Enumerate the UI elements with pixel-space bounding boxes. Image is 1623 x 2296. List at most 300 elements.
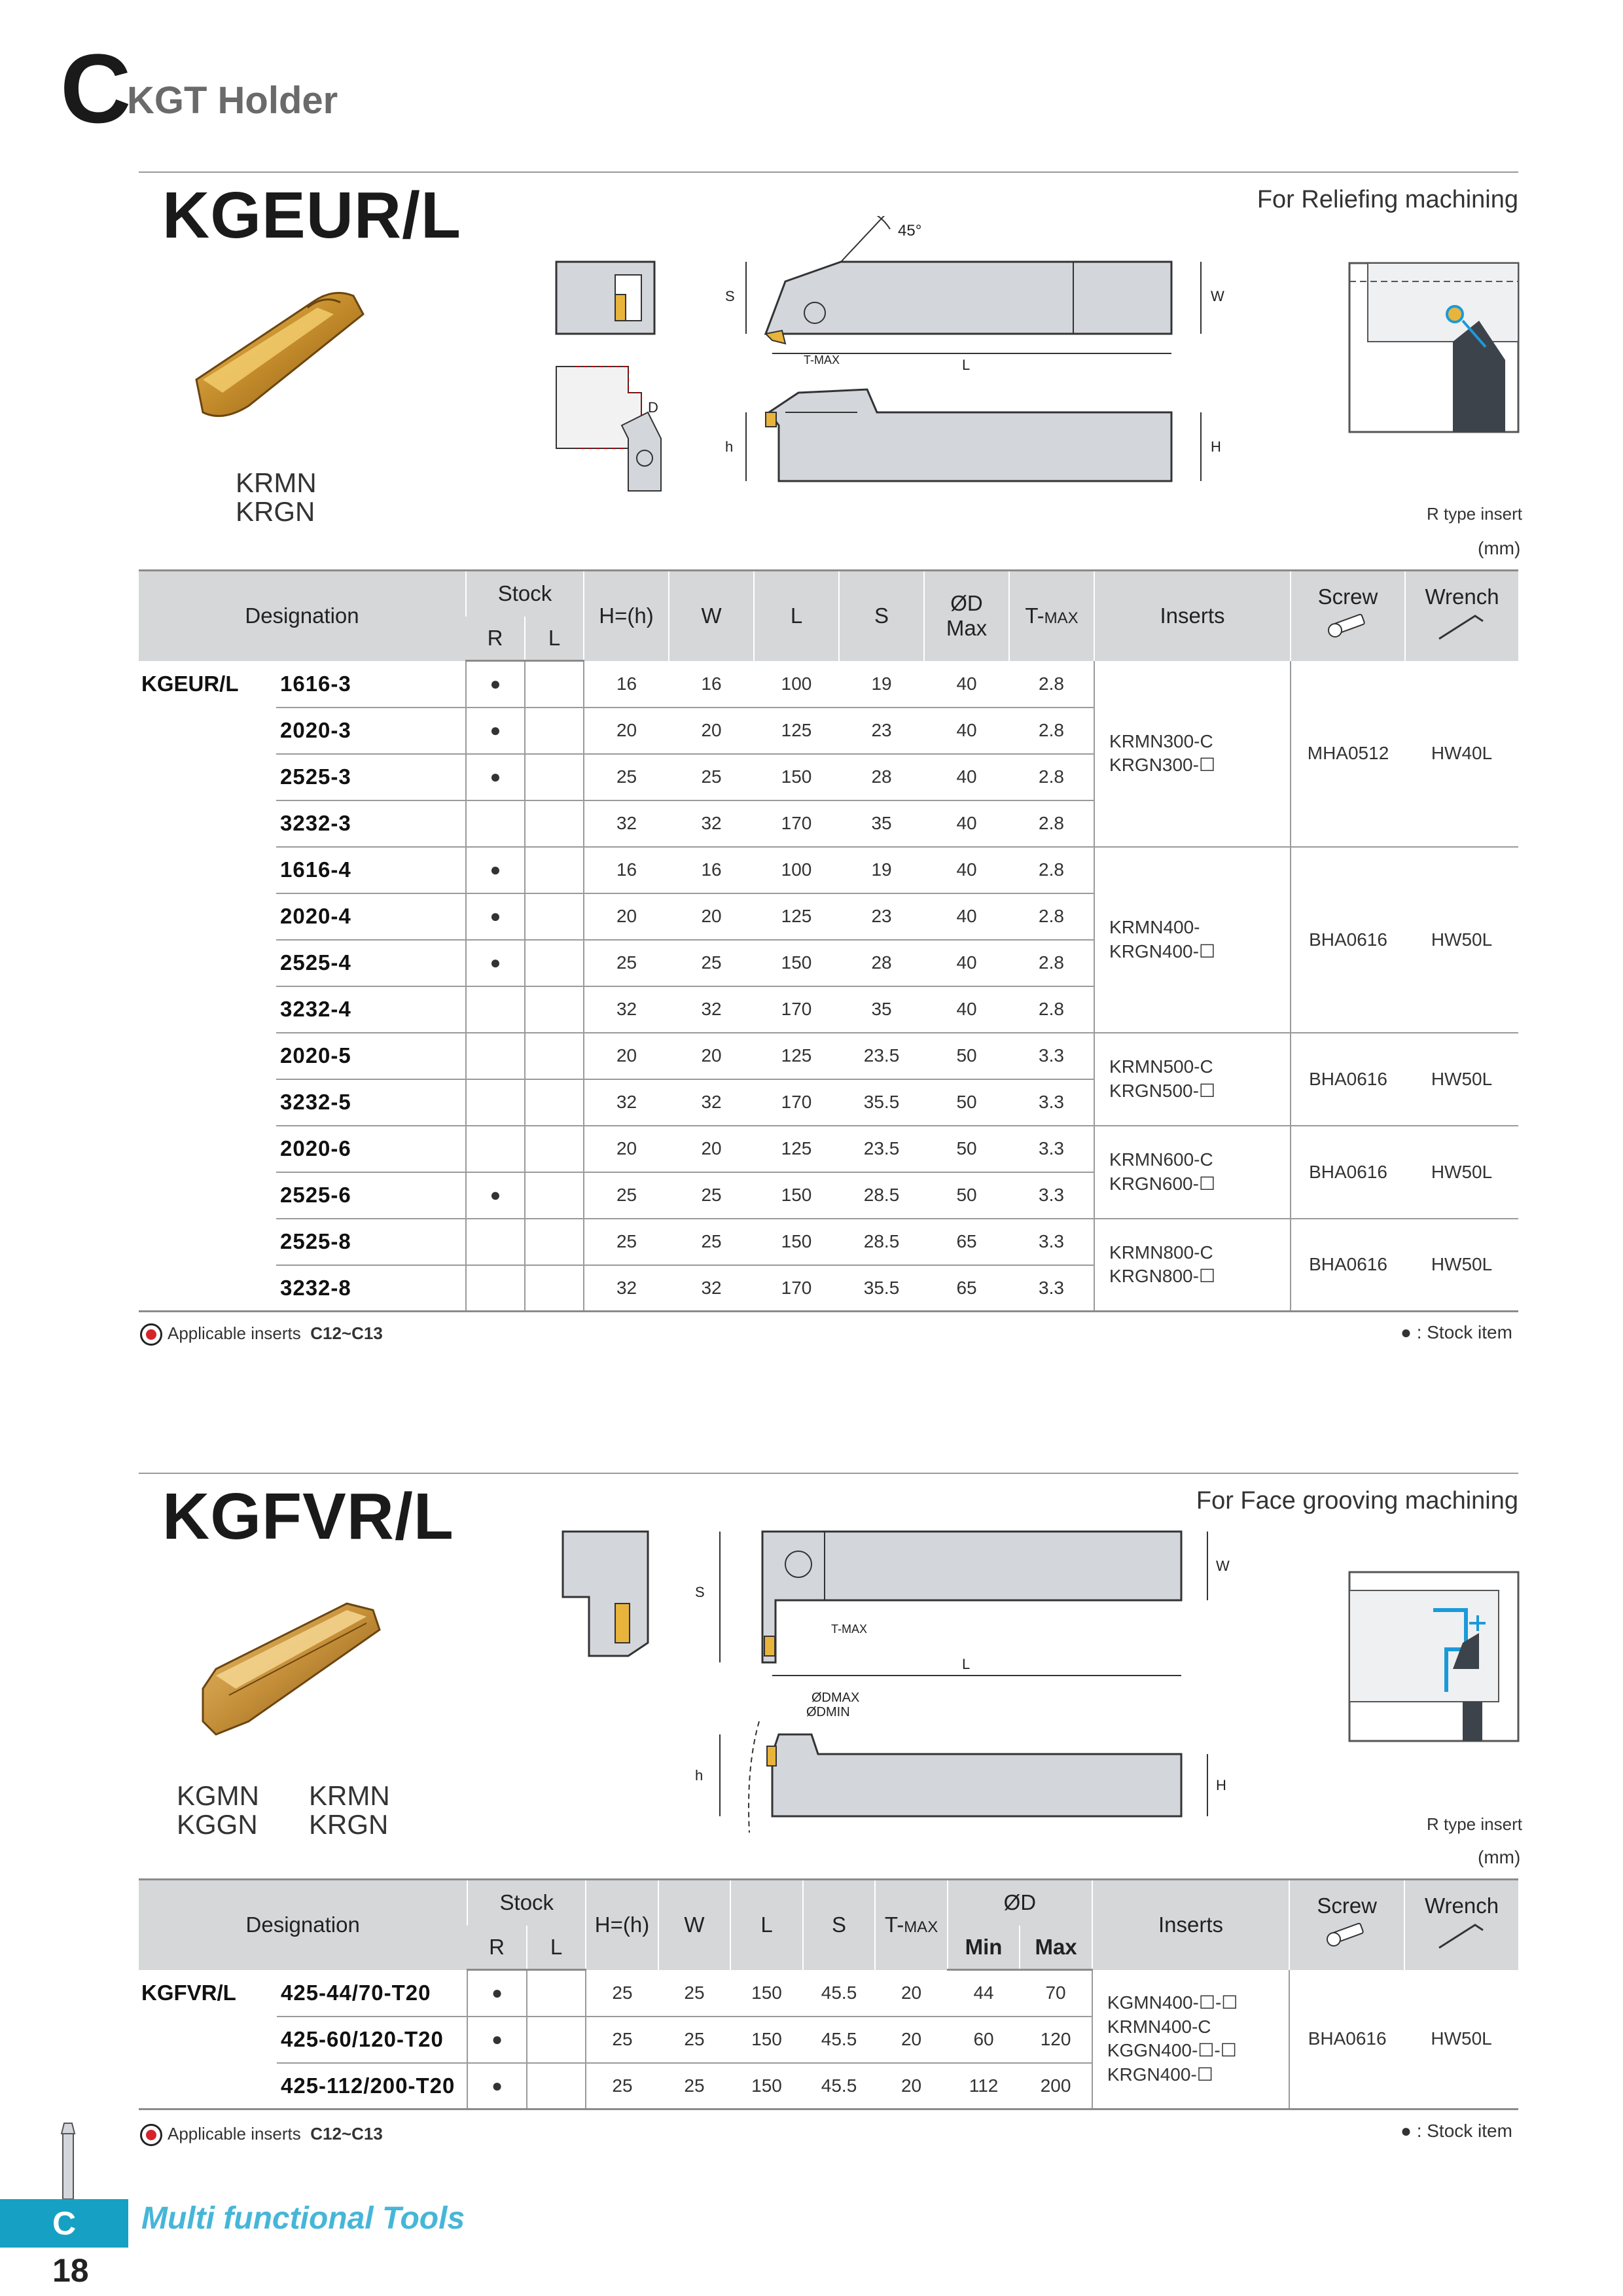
section1-title: KGEUR/L [162,179,461,252]
th-screw [1289,1880,1404,1970]
th-h: H=(h) [584,571,669,661]
designation-cell: 2525-3 [276,754,466,800]
wrench-cell: HW50L [1405,1219,1518,1312]
th-tmax-max: MAX [1044,609,1079,628]
th-screw [1291,571,1405,661]
stock-l-cell [525,1265,584,1312]
s-cell: 35.5 [839,1079,924,1126]
series-label-blank [139,708,276,754]
s-cell: 23.5 [839,1126,924,1172]
stock-l-cell [525,1033,584,1079]
krmn-insert-image [183,281,380,432]
designation-cell: 1616-4 [276,847,466,893]
insert-code: KGMN400-☐-☐ [1107,1992,1238,2013]
insert-code: KRMN800-C [1109,1242,1213,1263]
kgfvr-spec-table [139,1878,1518,2110]
od-cell: 40 [924,754,1009,800]
l-cell: 150 [730,2017,803,2063]
od-cell: 65 [924,1219,1009,1265]
od-min-cell: 112 [948,2063,1020,2109]
th-tmax-max: MAX [904,1918,938,1937]
th-inserts: Inserts [1094,571,1291,661]
s-cell: 28.5 [839,1172,924,1219]
table-row [139,1033,1518,1079]
tmax-cell: 3.3 [1009,1265,1094,1312]
th-stock: Stock [466,571,584,617]
wrench-icon [1436,609,1488,642]
insert-name-kgmn: KGMN [177,1780,259,1811]
label-l: L [962,1656,971,1672]
w-cell: 20 [669,1033,754,1079]
table-row [139,1970,1518,2017]
w-cell: 25 [669,1172,754,1219]
stock-l-cell [525,1172,584,1219]
series-label-blank [139,2063,277,2109]
section2-purpose: For Face grooving machining [1196,1487,1518,1515]
w-cell: 25 [669,754,754,800]
h-cell: 25 [584,1219,669,1265]
tmax-cell: 2.8 [1009,754,1094,800]
stock-r-cell [466,1079,525,1126]
w-cell: 20 [669,893,754,940]
stock-l-cell [525,893,584,940]
label-w: W [1211,288,1224,304]
screw-cell: BHA0616 [1291,1219,1405,1312]
screw-icon [1321,1918,1373,1951]
designation-cell: 425-60/120-T20 [277,2017,467,2063]
table-row [139,1126,1518,1172]
th-s: S [839,571,924,661]
s-cell: 23 [839,708,924,754]
tmax-cell: 2.8 [1009,661,1094,708]
label-angle: 45° [898,222,922,240]
tmax-cell: 20 [875,2017,948,2063]
face-grooving-schematic [1348,1571,1520,1742]
od-cell: 40 [924,800,1009,847]
stock-l-cell [525,940,584,986]
w-cell: 20 [669,708,754,754]
insert-code: KRGN400-☐ [1109,941,1216,961]
l-cell: 150 [754,940,839,986]
series-label-blank [139,1079,276,1126]
w-cell: 16 [669,661,754,708]
wrench-icon [1436,1918,1488,1951]
stock-r-cell: ● [466,940,525,986]
l-cell: 150 [754,1219,839,1265]
designation-cell: 425-112/200-T20 [277,2063,467,2109]
l-cell: 125 [754,893,839,940]
tmax-cell: 2.8 [1009,986,1094,1033]
series-label: KGFVR/L [141,1981,236,2005]
stock-r-cell [466,1265,525,1312]
th-stock-l: L [525,617,584,661]
h-cell: 20 [584,708,669,754]
section2-insert-names-b [309,1782,390,1839]
screw-cell: BHA0616 [1289,1970,1404,2109]
th-stock-r: R [466,617,525,661]
tmax-cell: 3.3 [1009,1079,1094,1126]
series-label: KGEUR/L [141,672,239,696]
od-cell: 50 [924,1033,1009,1079]
th-l: L [754,571,839,661]
th-designation: Designation [139,571,466,661]
th-w: W [669,571,754,661]
kgfvr-holder-drawing [550,1525,1250,1833]
insert-code: KRGN600-☐ [1109,1173,1216,1194]
stock-l-cell [527,2017,586,2063]
insert-code: KRGN500-☐ [1109,1080,1216,1101]
insert-name-krgn: KRGN [236,496,315,528]
table-row [139,847,1518,893]
screw-cell: BHA0616 [1291,1033,1405,1126]
applicable-label: Applicable inserts [168,1323,301,1343]
section1-stock-note: ● : Stock item [1400,1322,1512,1342]
tmax-cell: 3.3 [1009,1126,1094,1172]
designation-cell: 2525-4 [276,940,466,986]
stock-r-cell [466,1126,525,1172]
l-cell: 150 [730,1970,803,2017]
series-label-blank [139,940,276,986]
h-cell: 25 [584,940,669,986]
stock-r-cell: ● [467,2017,526,2063]
stock-l-cell [527,2063,586,2109]
w-cell: 16 [669,847,754,893]
designation-cell: 2020-6 [276,1126,466,1172]
section1-r-type-note: R type insert [1427,504,1522,524]
label-s: S [725,288,735,304]
stock-l-cell [525,847,584,893]
stock-r-cell: ● [466,847,525,893]
designation-cell: 3232-8 [276,1265,466,1312]
s-cell: 28.5 [839,1219,924,1265]
label-w: W [1216,1558,1230,1574]
h-cell: 16 [584,661,669,708]
th-wrench-label: Wrench [1425,584,1499,609]
section1-insert-names [236,469,317,526]
wrench-cell: HW50L [1405,847,1518,1033]
od-min-cell: 60 [948,2017,1020,2063]
h-cell: 25 [584,1172,669,1219]
th-h: H=(h) [586,1880,658,1970]
w-cell: 25 [669,1219,754,1265]
s-cell: 35 [839,986,924,1033]
od-cell: 40 [924,661,1009,708]
h-cell: 32 [584,1079,669,1126]
s-cell: 35.5 [839,1265,924,1312]
label-s: S [695,1584,705,1600]
w-cell: 25 [669,940,754,986]
stock-r-cell [466,800,525,847]
th-screw-label: Screw [1317,1893,1377,1918]
label-d: D [648,399,658,416]
label-h-big: H [1216,1777,1226,1793]
label-dmin: ØDMIN [806,1705,850,1719]
wrench-cell: HW50L [1405,1126,1518,1219]
label-l: L [962,357,971,373]
l-cell: 170 [754,1265,839,1312]
stock-r-cell: ● [467,1970,526,2017]
stock-r-cell [466,986,525,1033]
od-cell: 40 [924,893,1009,940]
od-cell: 50 [924,1172,1009,1219]
series-label-blank [139,2017,277,2063]
insert-code: KRMN300-C [1109,730,1213,751]
designation-cell: 2525-6 [276,1172,466,1219]
series-label-blank [139,893,276,940]
l-cell: 150 [754,1172,839,1219]
applicable-pages: C12~C13 [310,2124,383,2144]
series-label-blank [139,1265,276,1312]
th-designation: Designation [139,1880,467,1970]
label-tmax: T-MAX [831,1623,868,1636]
od-cell: 50 [924,1126,1009,1172]
l-cell: 125 [754,708,839,754]
th-od [924,571,1009,661]
label-h-small: h [725,439,734,455]
tmax-cell: 2.8 [1009,800,1094,847]
section1-purpose: For Reliefing machining [1257,186,1518,213]
insert-code: KRMN400- [1109,917,1200,938]
series-label-blank [139,1219,276,1265]
th-tmax [1009,571,1094,661]
label-h-small: h [695,1767,704,1784]
section2-unit: (mm) [1478,1847,1521,1867]
designation-cell: 1616-3 [276,661,466,708]
th-tmax-t: T- [1025,603,1044,628]
w-cell: 32 [669,986,754,1033]
stock-l-cell [525,708,584,754]
section2-applicable-inserts[interactable] [140,2124,383,2146]
h-cell: 20 [584,893,669,940]
h-cell: 25 [586,1970,658,2017]
s-cell: 23.5 [839,1033,924,1079]
arrow-circle-icon [140,1323,162,1346]
kgeur-spec-table [139,569,1518,1312]
inserts-cell [1094,1219,1291,1312]
od-cell: 40 [924,940,1009,986]
chapter-badge: C [0,2199,128,2248]
insert-name-krgn: KRGN [309,1809,389,1840]
section1-applicable-inserts[interactable] [140,1323,383,1346]
h-cell: 25 [584,754,669,800]
applicable-label: Applicable inserts [168,2124,301,2144]
insert-code: KRMN500-C [1109,1056,1213,1077]
stock-r-cell [466,1219,525,1265]
s-cell: 45.5 [803,1970,876,2017]
screw-cell: BHA0616 [1291,1126,1405,1219]
designation-cell: 2020-5 [276,1033,466,1079]
tmax-cell: 3.3 [1009,1172,1094,1219]
reliefing-schematic [1348,262,1520,433]
stock-r-cell [466,1033,525,1079]
th-od: ØD [948,1880,1092,1926]
l-cell: 125 [754,1126,839,1172]
kgeur-holder-drawing [550,216,1250,497]
inserts-cell [1094,1033,1291,1126]
th-inserts: Inserts [1092,1880,1289,1970]
l-cell: 170 [754,986,839,1033]
designation-cell: 3232-5 [276,1079,466,1126]
applicable-pages: C12~C13 [310,1323,383,1343]
stock-r-cell: ● [466,708,525,754]
insert-name-krmn: KRMN [236,467,317,498]
inserts-cell [1094,661,1291,847]
th-wrench-label: Wrench [1424,1893,1499,1918]
stock-l-cell [525,800,584,847]
th-tmax [875,1880,948,1970]
section2-insert-names-a [177,1782,259,1839]
od-cell: 65 [924,1265,1009,1312]
label-dmax: ØDMAX [812,1691,860,1705]
chapter-title: KGT Holder [127,79,338,122]
screw-icon [1322,609,1374,642]
th-screw-label: Screw [1317,584,1378,609]
th-od-max: Max [946,616,988,641]
insert-code: KRMN400-C [1107,2016,1211,2037]
od-max-cell: 70 [1020,1970,1092,2017]
h-cell: 25 [586,2063,658,2109]
h-cell: 20 [584,1126,669,1172]
od-min-cell: 44 [948,1970,1020,2017]
table-row [139,661,1518,708]
insert-code: KRMN600-C [1109,1149,1213,1170]
th-stock-l: L [527,1926,586,1970]
od-cell: 40 [924,986,1009,1033]
stock-l-cell [525,986,584,1033]
stock-r-cell: ● [466,754,525,800]
section2-r-type-note: R type insert [1427,1814,1522,1834]
series-label-blank [139,754,276,800]
th-w: W [658,1880,731,1970]
designation-cell: 3232-4 [276,986,466,1033]
section1-top-rule [139,171,1518,173]
insert-name-kggn: KGGN [177,1809,258,1840]
s-cell: 28 [839,940,924,986]
stock-l-cell [527,1970,586,2017]
stock-l-cell [525,1219,584,1265]
h-cell: 32 [584,986,669,1033]
h-cell: 25 [586,2017,658,2063]
tmax-cell: 3.3 [1009,1219,1094,1265]
label-h-big: H [1211,439,1221,455]
designation-cell: 2020-4 [276,893,466,940]
th-wrench [1404,1880,1518,1970]
w-cell: 25 [658,2063,731,2109]
stock-l-cell [525,754,584,800]
tmax-cell: 20 [875,2063,948,2109]
insert-code: KRGN800-☐ [1109,1266,1216,1287]
w-cell: 25 [658,2017,731,2063]
chapter-letter: C [60,33,132,143]
label-tmax: T-MAX [804,353,840,367]
section2-stock-note: ● : Stock item [1400,2121,1512,2141]
l-cell: 100 [754,661,839,708]
th-l: L [730,1880,803,1970]
insert-code: KGGN400-☐-☐ [1107,2040,1237,2061]
th-od-max: Max [1020,1926,1092,1970]
th-od-label: ØD [950,591,983,616]
l-cell: 150 [730,2063,803,2109]
series-label-blank [139,1172,276,1219]
l-cell: 150 [754,754,839,800]
series-label-blank [139,1033,276,1079]
section1-unit: (mm) [1478,538,1521,558]
tmax-cell: 20 [875,1970,948,2017]
l-cell: 100 [754,847,839,893]
stock-r-cell: ● [466,893,525,940]
h-cell: 32 [584,1265,669,1312]
section2-top-rule [139,1473,1518,1474]
s-cell: 35 [839,800,924,847]
tmax-cell: 2.8 [1009,847,1094,893]
od-cell: 40 [924,708,1009,754]
stock-l-cell [525,661,584,708]
h-cell: 16 [584,847,669,893]
th-s: S [803,1880,876,1970]
od-cell: 50 [924,1079,1009,1126]
inserts-cell [1092,1970,1289,2109]
s-cell: 45.5 [803,2017,876,2063]
w-cell: 32 [669,800,754,847]
w-cell: 25 [658,1970,731,2017]
tmax-cell: 2.8 [1009,708,1094,754]
th-stock: Stock [467,1880,586,1926]
th-od-min: Min [948,1926,1020,1970]
insert-code: KRGN400-☐ [1107,2064,1213,2085]
designation-cell: 2525-8 [276,1219,466,1265]
screw-cell: MHA0512 [1291,661,1405,847]
th-stock-r: R [467,1926,526,1970]
wrench-cell: HW50L [1404,1970,1518,2109]
page-number: 18 [52,2252,89,2289]
designation-cell: 425-44/70-T20 [277,1970,467,2017]
series-label-blank [139,847,276,893]
s-cell: 28 [839,754,924,800]
insert-name-krmn: KRMN [309,1780,390,1811]
designation-cell: 2020-3 [276,708,466,754]
h-cell: 32 [584,800,669,847]
arrow-circle-icon [140,2124,162,2146]
insert-code: KRGN300-☐ [1109,755,1216,775]
w-cell: 32 [669,1079,754,1126]
w-cell: 20 [669,1126,754,1172]
inserts-cell [1094,847,1291,1033]
od-max-cell: 120 [1020,2017,1092,2063]
s-cell: 19 [839,847,924,893]
series-label-blank [139,1126,276,1172]
stock-l-cell [525,1126,584,1172]
wrench-cell: HW40L [1405,661,1518,847]
tmax-cell: 2.8 [1009,940,1094,986]
stock-l-cell [525,1079,584,1126]
th-tmax-t: T- [884,1912,904,1937]
s-cell: 23 [839,893,924,940]
l-cell: 125 [754,1033,839,1079]
stock-r-cell: ● [466,1172,525,1219]
stock-r-cell: ● [467,2063,526,2109]
s-cell: 45.5 [803,2063,876,2109]
holder-thumbnail-icon [55,2121,81,2199]
series-label-blank [139,800,276,847]
table-row [139,1219,1518,1265]
tmax-cell: 2.8 [1009,893,1094,940]
tmax-cell: 3.3 [1009,1033,1094,1079]
od-cell: 40 [924,847,1009,893]
footer-category: Multi functional Tools [141,2201,465,2236]
s-cell: 19 [839,661,924,708]
screw-cell: BHA0616 [1291,847,1405,1033]
th-wrench [1405,571,1518,661]
